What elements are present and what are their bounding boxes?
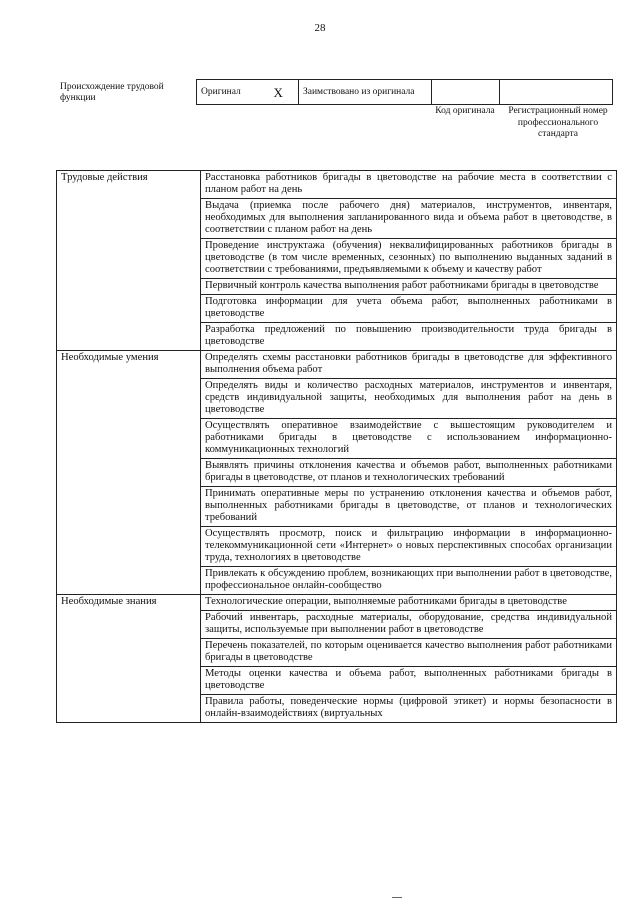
table-cell: Рабочий инвентарь, расходные материалы, оборудование, средства индивидуальной защиты, используемые при выполнении работ в цветоводстве [201,611,617,639]
table-cell: Выявлять причины отклонения качества и объемов работ, выполненных работниками бригады в цветоводстве, от планов и технологических требований [201,459,617,487]
table-cell: Перечень показателей, по которым оценивается качество выполнения работ работниками бригады в цветоводстве [201,639,617,667]
table-row [57,595,617,611]
origin-table [196,79,613,105]
table-row [57,171,617,199]
table-cell: Методы оценки качества и объема работ, выполненных работниками бригады в цветоводстве [201,667,617,695]
table-cell: Выдача (приемка после рабочего дня) материалов, инструментов, инвентаря, необходимых для выполнения запланированного вида и объема работ в цветоводстве, в соответствии с планом работ на день [201,199,617,239]
origin-label: Происхождение трудовой функции [60,82,164,103]
table-cell: Осуществлять оперативное взаимодействие с вышестоящим руководителем и работниками бригады в цветоводстве с использованием информационно-коммуникационных технологий [201,419,617,459]
table-cell: Привлекать к обсуждению проблем, возникающих при выполнении работ в цветоводстве, профессиональное онлайн-сообщество [201,567,617,595]
reg-number-cell [500,80,613,105]
labor-function-table [56,170,617,723]
table-cell: Подготовка информации для учета объема работ, выполненных работниками в цветоводстве [201,295,617,323]
section-title-required-skills: Необходимые умения [57,351,201,595]
table-cell: Принимать оперативные меры по устранению отклонения качества и объемов работ, выполненных работниками бригады в цветоводстве, от планов и технологических требований [201,487,617,527]
table-cell: Правила работы, поведенческие нормы (цифровой этикет) и нормы безопасности в онлайн-взаимодействиях (виртуальных [201,695,617,723]
borrowed-label: Заимствовано из оригинала [299,80,432,105]
table-cell: Технологические операции, выполняемые работниками бригады в цветоводстве [201,595,617,611]
reg-caption: Регистрационный номер профессионального стандарта [508,106,608,139]
table-cell: Осуществлять просмотр, поиск и фильтрацию информации в информационно-телекоммуникационной сети «Интернет» о новых перспективных способах организации труда, технологиях в цветоводстве [201,527,617,567]
section-title-labor-actions: Трудовые действия [57,171,201,351]
scan-mark [392,897,402,898]
table-cell: Первичный контроль качества выполнения работ работниками бригады в цветоводстве [201,279,617,295]
section-title-required-knowledge: Необходимые знания [57,595,201,723]
code-cell [432,80,500,105]
table-cell: Определять виды и количество расходных материалов, инструментов и инвентаря, средств индивидуальной защиты, необходимых для выполнения работ на день в цветоводстве [201,379,617,419]
original-label: Оригинал [197,80,259,105]
table-cell: Определять схемы расстановки работников бригады в цветоводстве для эффективного выполнения объема работ [201,351,617,379]
table-cell: Проведение инструктажа (обучения) неквалифицированных работников бригады в цветоводстве (в том числе временных, сезонных) по выполнению выданных заданий в соответствии с требованиями, предъявляемыми к объему и качеству работ [201,239,617,279]
code-caption: Код оригинала [435,106,495,116]
table-cell: Расстановка работников бригады в цветоводстве на рабочие места в соответствии с планом работ на день [201,171,617,199]
table-cell: Разработка предложений по повышению производительности труда бригады в цветоводстве [201,323,617,351]
original-mark: X [259,80,299,105]
table-row [57,351,617,379]
page-number: 28 [314,22,326,34]
